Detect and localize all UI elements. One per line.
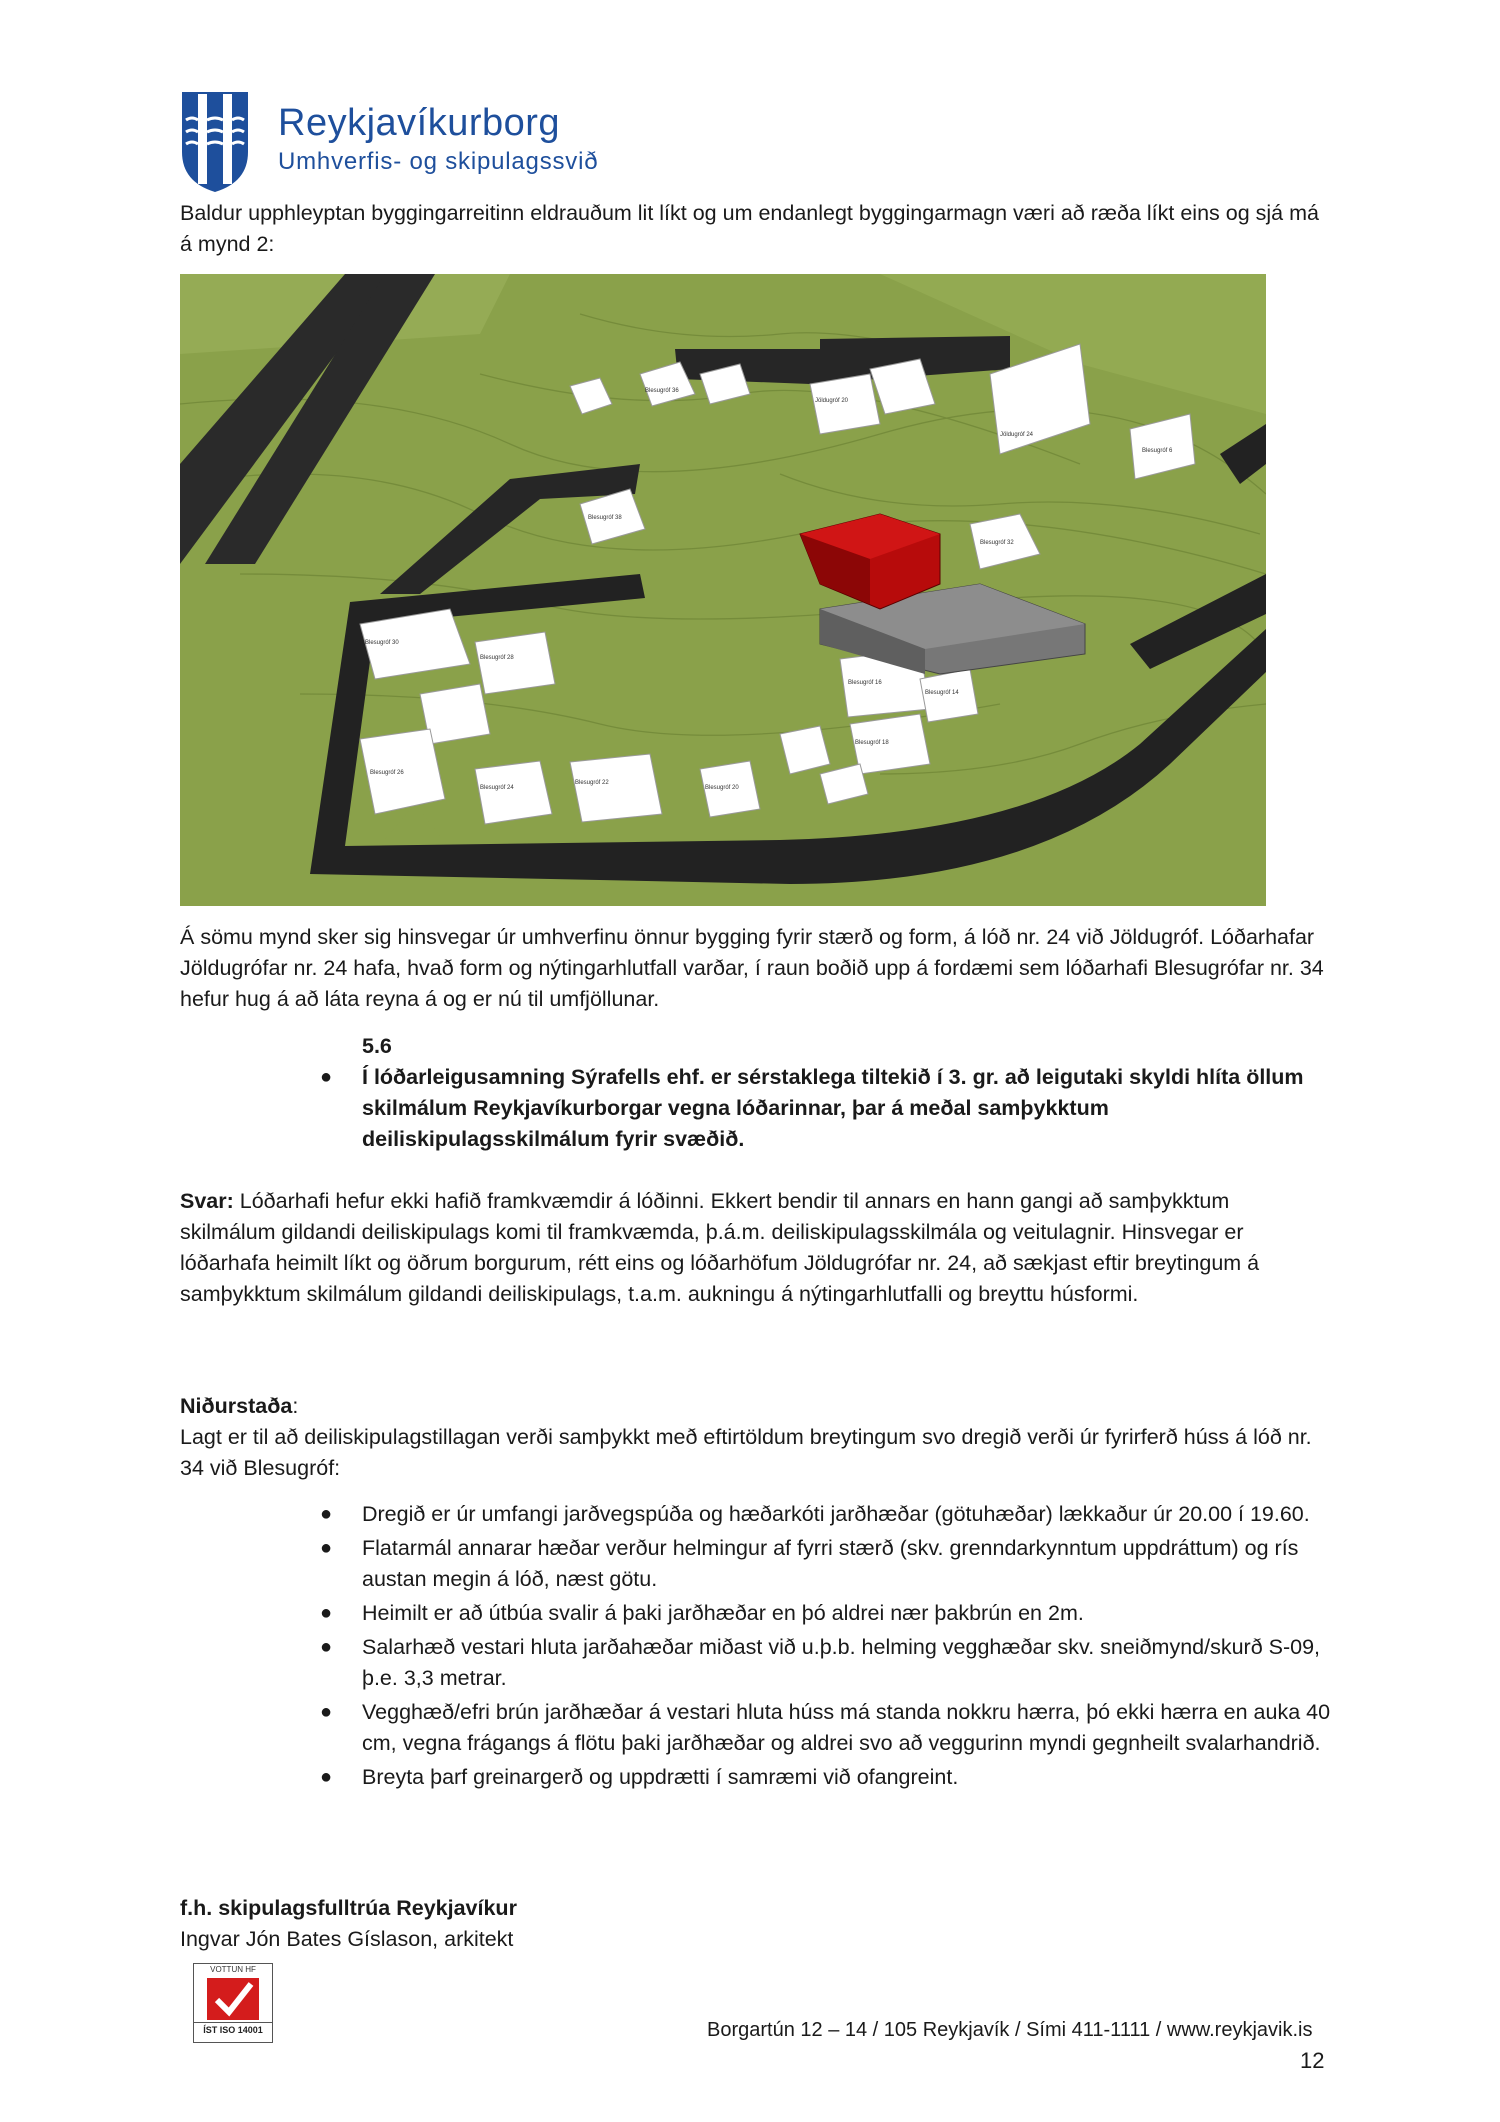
svg-text:Blesugróf 38: Blesugróf 38 (588, 515, 622, 521)
conclusion-text: Lagt er til að deiliskipulagstillagan verði samþykkt með eftirtöldum breytingum svo dregið verði úr fyrirferð húss á lóð nr. 34 við Blesugróf: (180, 1425, 1312, 1480)
bullet-icon: ● (319, 1602, 333, 1624)
section-bullet-list (319, 1062, 1337, 1155)
org-name: Reykjavíkurborg (278, 102, 561, 144)
footer-address: Borgartún 12 – 14 / 105 Reykjavík / Sími 411-1111 / www.reykjavik.is (707, 2019, 1313, 2041)
conclusion-heading: Niðurstaða: (180, 1394, 299, 1418)
svg-text:Blesugróf 32: Blesugróf 32 (980, 540, 1014, 546)
svg-text:Blesugróf 22: Blesugróf 22 (575, 780, 609, 786)
svg-text:Blesugróf 24: Blesugróf 24 (480, 785, 514, 791)
list-item: ● Dregið er úr umfangi jarðvegspúða og hæðarkóti jarðhæðar (götuhæðar) lækkaður úr 20.00 í 19.60. (362, 1499, 1337, 1530)
bullet-icon: ● (319, 1636, 333, 1658)
conclusion-label: Niðurstaða (180, 1394, 293, 1418)
svg-text:Blesugróf 28: Blesugróf 28 (480, 655, 514, 661)
svg-text:Blesugróf 18: Blesugróf 18 (855, 740, 889, 746)
bullet-icon: ● (319, 1503, 333, 1525)
list-item: ● Í lóðarleigusamning Sýrafells ehf. er sérstaklega tiltekið í 3. gr. að leigutaki skyldi hlíta öllum skilmálum Reykjavíkurborgar vegna lóðarinnar, þar á meðal samþykktum deiliskipulagsskilmálum fyrir svæðið. (362, 1062, 1337, 1155)
department-name: Umhverfis- og skipulagssvið (278, 148, 599, 175)
bullet-icon: ● (319, 1701, 333, 1723)
figure-commentary: Á sömu mynd sker sig hinsvegar úr umhverfinu önnur bygging fyrir stærð og form, á lóð nr. 24 við Jöldugróf. Lóðarhafar Jöldugrófar nr. 24 hafa, hvað form og nýtingarhlutfall varðar, í raun boðið upp á fordæmi sem lóðarhafi Blesugrófar nr. 34 hefur hug á að láta reyna á og er nú til umfjöllunar. (180, 925, 1324, 1011)
bullet-icon: ● (319, 1066, 333, 1088)
checkmark-icon (203, 1976, 263, 2022)
section-number: 5.6 (362, 1034, 392, 1058)
list-item: ● Flatarmál annarar hæðar verður helmingur af fyrri stærð (skv. grenndarkynntum uppdráttum) og rís austan megin á lóð, næst götu. (362, 1533, 1337, 1595)
svg-text:Blesugróf 16: Blesugróf 16 (848, 680, 882, 686)
site-model-figure (180, 274, 1266, 906)
page-number: 12 (1300, 2048, 1325, 2073)
svg-text:Blesugróf 30: Blesugróf 30 (365, 640, 399, 646)
reykjavik-crest-icon (180, 90, 250, 194)
bullet-icon: ● (319, 1537, 333, 1559)
signature-name: Ingvar Jón Bates Gíslason, arkitekt (180, 1927, 514, 1951)
svg-text:Blesugróf 26: Blesugróf 26 (370, 770, 404, 776)
bullet-icon: ● (319, 1766, 333, 1788)
list-item: ● Breyta þarf greinargerð og uppdrætti í samræmi við ofangreint. (362, 1762, 1337, 1793)
logo (180, 90, 610, 195)
answer-label: Svar: (180, 1189, 234, 1213)
svg-text:Jöldugróf 20: Jöldugróf 20 (815, 398, 849, 404)
svg-text:Jöldugróf 24: Jöldugróf 24 (1000, 432, 1034, 438)
list-item: ● Heimilt er að útbúa svalir á þaki jarðhæðar en þó aldrei nær þakbrún en 2m. (362, 1598, 1337, 1629)
cert-bottom-label: ÍST ISO 14001 (194, 2022, 272, 2037)
list-item: ● Salarhæð vestari hluta jarðahæðar miðast við u.þ.b. helming vegghæðar skv. sneiðmynd/skurð S-09, þ.e. 3,3 metrar. (362, 1632, 1337, 1694)
svg-text:Blesugróf 20: Blesugróf 20 (705, 785, 739, 791)
svg-text:Blesugróf 14: Blesugróf 14 (925, 690, 959, 696)
signature-role: f.h. skipulagsfulltrúa Reykjavíkur (180, 1896, 517, 1920)
answer-paragraph (180, 1186, 1330, 1310)
svg-text:Blesugróf 6: Blesugróf 6 (1142, 448, 1173, 454)
intro-paragraph: Baldur upphleyptan byggingarreitinn eldrauðum lit líkt og um endanlegt byggingarmagn væri að ræða líkt eins og sjá má á mynd 2: (180, 201, 1319, 256)
answer-text: Lóðarhafi hefur ekki hafið framkvæmdir á lóðinni. Ekkert bendir til annars en hann gangi að samþykktum skilmálum gildandi deiliskipulags komi til framkvæmda, þ.á.m. deiliskipulagsskilmála og veitulagnir. Hinsvegar er lóðarhafa heimilt líkt og öðrum borgurum, rétt eins og lóðarhöfum Jöldugrófar nr. 24, að sækjast eftir breytingum á samþykktum skilmálum gildandi deiliskipulags, t.a.m. aukningu á nýtingarhlutfalli og breyttu húsformi. (180, 1189, 1260, 1306)
conclusion-list (319, 1499, 1337, 1796)
cert-top-label: VOTTUN HF (210, 1965, 256, 1974)
svg-text:Blesugróf 36: Blesugróf 36 (645, 388, 679, 394)
certification-logo (193, 1963, 273, 2043)
list-item: ● Vegghæð/efri brún jarðhæðar á vestari hluta húss má standa nokkru hærra, þó ekki hærra en auka 40 cm, vegna frágangs á flötu þaki jarðhæðar og aldrei svo að veggurinn myndi gegnheilt svalarhandrið. (362, 1697, 1337, 1759)
